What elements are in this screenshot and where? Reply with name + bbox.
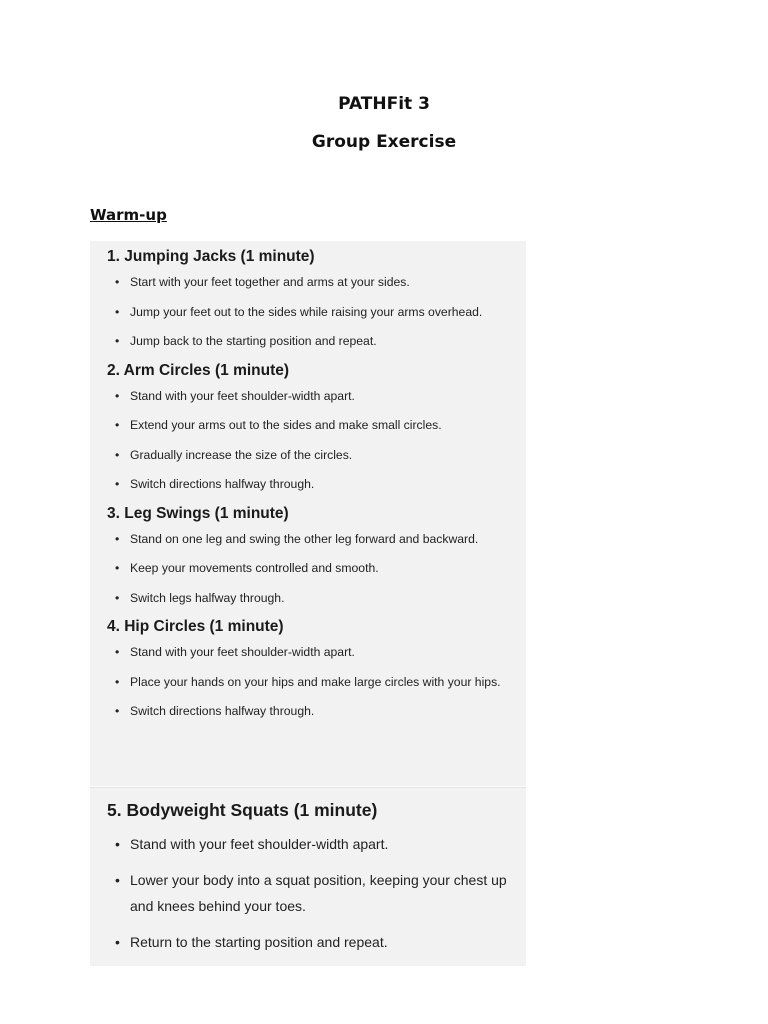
exercise-steps: [107, 387, 526, 495]
bullet-icon: •: [115, 836, 120, 852]
step-text: Lower your body into a squat position, keeping your chest up and knees behind your toes.: [130, 872, 507, 914]
step-item: [115, 559, 515, 579]
step-item: [115, 831, 515, 857]
exercise-heading: 2. Arm Circles (1 minute): [107, 361, 290, 379]
exercise-bodyweight-squats: [107, 799, 526, 955]
step-text: Switch directions halfway through.: [130, 477, 315, 491]
bullet-icon: •: [115, 388, 120, 403]
step-item: [115, 273, 515, 293]
step-text: Switch directions halfway through.: [130, 704, 315, 718]
document-title: PATHFit 3: [338, 94, 430, 114]
step-text: Gradually increase the size of the circles.: [130, 447, 353, 462]
step-item: [115, 303, 515, 323]
bullet-icon: •: [115, 934, 120, 950]
bullet-icon: •: [115, 872, 120, 888]
warm-up-panel: [90, 241, 526, 786]
step-text: Return to the starting position and repeat.: [130, 934, 388, 950]
bullet-icon: •: [115, 561, 120, 575]
bullet-icon: •: [115, 447, 120, 462]
exercise-steps: [107, 530, 526, 609]
exercise-heading: 5. Bodyweight Squats (1 minute): [107, 800, 378, 820]
step-item: [115, 929, 515, 955]
step-item: [115, 416, 515, 436]
bullet-icon: •: [115, 531, 120, 546]
bullet-icon: •: [115, 418, 120, 432]
step-item: [115, 530, 515, 550]
step-text: Stand on one leg and swing the other leg forward and backward.: [130, 531, 479, 546]
step-text: Extend your arms out to the sides and make small circles.: [130, 418, 442, 432]
step-item: [115, 332, 515, 352]
step-item: [115, 446, 515, 466]
exercise-heading: 1. Jumping Jacks (1 minute): [107, 248, 315, 265]
step-text: Keep your movements controlled and smooth.: [130, 561, 379, 575]
step-item: [115, 702, 515, 722]
bullet-icon: •: [115, 477, 120, 491]
squats-panel: [90, 787, 526, 966]
document-subtitle: Group Exercise: [311, 132, 457, 152]
step-text: Switch legs halfway through.: [130, 590, 285, 605]
bullet-icon: •: [115, 674, 120, 689]
step-item: [115, 643, 515, 663]
exercise-hip-circles: [107, 617, 526, 722]
bullet-icon: •: [115, 275, 120, 289]
step-text: Stand with your feet shoulder-width apart.: [130, 645, 355, 659]
exercise-steps: [107, 831, 526, 955]
bullet-icon: •: [115, 304, 120, 319]
exercise-leg-swings: [107, 504, 526, 609]
step-text: Jump your feet out to the sides while raising your arms overhead.: [130, 304, 483, 319]
step-item: [115, 475, 515, 495]
step-item: [115, 589, 515, 609]
step-item: [115, 673, 515, 693]
exercise-heading: 3. Leg Swings (1 minute): [107, 504, 289, 522]
exercise-jumping-jacks: [107, 247, 526, 352]
step-text: Jump back to the starting position and repeat.: [130, 334, 377, 348]
step-text: Stand with your feet shoulder-width apart.: [130, 836, 389, 852]
bullet-icon: •: [115, 334, 120, 348]
bullet-icon: •: [115, 645, 120, 659]
step-item: [115, 387, 515, 407]
step-text: Place your hands on your hips and make large circles with your hips.: [130, 674, 501, 689]
exercise-arm-circles: [107, 361, 526, 495]
exercise-steps: [107, 643, 526, 722]
step-item: [115, 867, 515, 919]
step-text: Start with your feet together and arms at your sides.: [130, 275, 410, 289]
bullet-icon: •: [115, 704, 120, 718]
exercise-heading: 4. Hip Circles (1 minute): [107, 618, 284, 635]
bullet-icon: •: [115, 590, 120, 605]
exercise-steps: [107, 273, 526, 352]
section-heading-warm-up: Warm-up: [90, 206, 167, 224]
step-text: Stand with your feet shoulder-width apart.: [130, 388, 355, 403]
